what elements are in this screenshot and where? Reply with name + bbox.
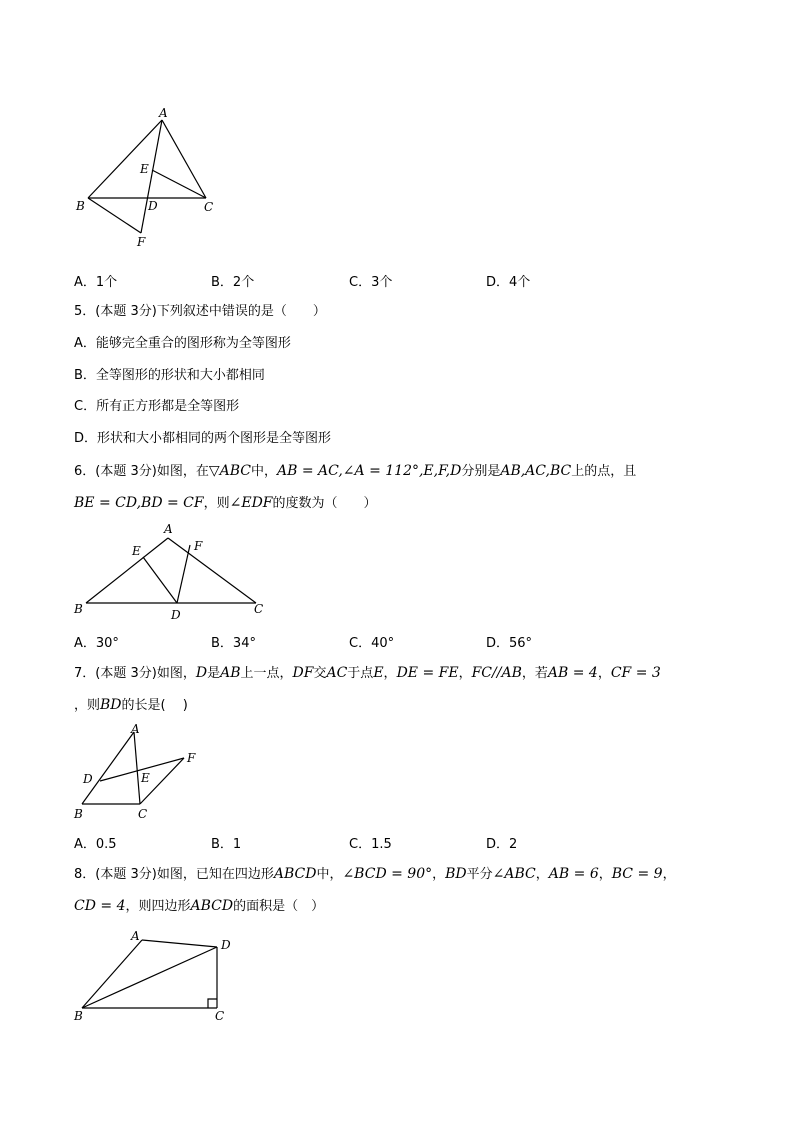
q4-label-c: C — [204, 200, 214, 214]
q5-choice-a: A．能够完全重合的图形称为全等图形 — [74, 336, 291, 351]
q6-option-b: B．34° — [211, 636, 256, 651]
q7-math-cf3: CF = 3 — [610, 665, 661, 681]
q7-label-d: D — [83, 772, 93, 786]
q7-math-ab4: AB = 4 — [547, 665, 598, 681]
q7-stem-line1 — [74, 664, 661, 683]
q7-text1: 是 — [207, 666, 221, 681]
q8-label-d: D — [221, 938, 231, 952]
q4-label-b: B — [76, 199, 85, 213]
q7-math-d: D — [195, 665, 208, 681]
q4-options — [74, 271, 634, 289]
q4-figure — [70, 100, 230, 260]
q8-text6: ， — [662, 867, 676, 882]
q6-label-d: D — [171, 608, 181, 622]
q7-text3: 交 — [313, 666, 327, 681]
q5-choice-b: B．全等图形的形状和大小都相同 — [74, 368, 265, 383]
q6-triangle-abc: ▽ABC — [208, 463, 251, 479]
q4-option-d: D．4个 — [486, 275, 531, 290]
q7-stem-suffix: 的长是( ) — [121, 698, 188, 713]
q8-text4: ， — [535, 867, 549, 882]
q7-math-ab: AB — [220, 665, 241, 681]
q5-stem: 5．(本题 3分)下列叙述中错误的是（ ） — [74, 304, 326, 319]
q6-stem-prefix: 6．(本题 3分)如图，在 — [74, 464, 209, 479]
q7-math-de-fe: DE = FE — [396, 665, 459, 681]
q4-label-a: A — [159, 106, 168, 120]
q4-option-c: C．3个 — [349, 275, 393, 290]
q7-options — [74, 833, 634, 851]
q6-equalities: BE = CD,BD = CF — [74, 495, 204, 511]
q6-condition: AB = AC,∠A = 112°,E,F,D — [276, 463, 462, 479]
q8-math-angle-abc: ∠ABC — [492, 866, 536, 882]
q8-stem-text: ，则四边形 — [125, 899, 191, 914]
q8-text5: ， — [598, 867, 612, 882]
q6-segments: AB,AC,BC — [500, 463, 572, 479]
q6-figure — [70, 520, 280, 625]
q6-label-f: F — [194, 539, 203, 553]
q7-label-f: F — [187, 751, 196, 765]
q7-math-df: DF — [292, 665, 314, 681]
q6-option-c: C．40° — [349, 636, 395, 651]
q8-label-b: B — [74, 1009, 83, 1023]
q6-label-b: B — [74, 602, 83, 616]
q6-stem-line2 — [74, 494, 377, 513]
q7-math-e: E — [373, 665, 384, 681]
q8-math-angle-bcd: ∠BCD = 90° — [342, 866, 433, 882]
q7-option-b: B．1 — [211, 837, 242, 852]
q6-stem-text: ，则 — [203, 496, 230, 511]
q7-text7: ，若 — [521, 666, 548, 681]
q7-label-a: A — [131, 722, 140, 736]
q7-label-b: B — [74, 807, 83, 821]
q8-math-bd: BD — [445, 866, 467, 882]
q7-math-bd: BD — [100, 697, 122, 713]
q7-option-c: C．1.5 — [349, 837, 392, 852]
q7-stem-prefix: 7．(本题 3分)如图， — [74, 666, 196, 681]
q6-stem-text2: 分别是 — [461, 464, 501, 479]
q8-stem-suffix: 的面积是（ ） — [233, 899, 325, 914]
q6-label-c: C — [254, 602, 264, 616]
q4-label-d: D — [148, 199, 158, 213]
q7-text4: 于点 — [347, 666, 374, 681]
q5-choice-d: D．形状和大小都相同的两个图形是全等图形 — [74, 431, 332, 446]
q7-option-d: D．2 — [486, 837, 518, 852]
q7-option-a: A．0.5 — [74, 837, 117, 852]
q7-label-c: C — [138, 807, 148, 821]
q4-label-f: F — [137, 235, 146, 249]
q8-math-bc9: BC = 9 — [611, 866, 663, 882]
q8-stem-line1 — [74, 865, 676, 884]
q7-label-e: E — [141, 771, 150, 785]
q6-stem-suffix2: 的度数为（ ） — [272, 496, 377, 511]
q8-math-abcd: ABCD — [273, 866, 317, 882]
q8-math-cd4: CD = 4 — [74, 898, 126, 914]
q7-stem-prefix2: ，则 — [74, 698, 101, 713]
q8-math-abcd2: ABCD — [190, 898, 234, 914]
q8-stem-line2 — [74, 897, 324, 916]
q8-text2: ， — [432, 867, 446, 882]
q4-option-a: A．1个 — [74, 275, 118, 290]
q8-label-a: A — [131, 929, 140, 943]
q8-figure — [70, 922, 240, 1027]
q7-text2: 上一点， — [240, 666, 293, 681]
q6-label-a: A — [164, 522, 173, 536]
q7-text8: ， — [597, 666, 611, 681]
q8-label-c: C — [215, 1009, 225, 1023]
q7-math-ac: AC — [326, 665, 348, 681]
q6-label-e: E — [132, 544, 141, 558]
q8-text3: 平分 — [466, 867, 493, 882]
q6-stem-mid: 中， — [250, 464, 277, 479]
q8-stem-prefix: 8．(本题 3分)如图，已知在四边形 — [74, 867, 274, 882]
q6-angle-edf: ∠EDF — [229, 495, 273, 511]
q6-option-d: D．56° — [486, 636, 533, 651]
q6-options — [74, 632, 634, 650]
q7-math-fc-ab: FC//AB — [471, 665, 522, 681]
q7-stem-line2 — [74, 696, 188, 715]
q6-stem-line1 — [74, 462, 636, 481]
q6-option-a: A．30° — [74, 636, 119, 651]
q8-math-ab6: AB = 6 — [548, 866, 599, 882]
q7-figure — [70, 720, 210, 825]
q4-label-e: E — [140, 162, 149, 176]
q8-text1: 中， — [316, 867, 343, 882]
q4-option-b: B．2个 — [211, 275, 255, 290]
q7-text5: ， — [383, 666, 397, 681]
q7-text6: ， — [458, 666, 472, 681]
q6-stem-suffix: 上的点，且 — [571, 464, 637, 479]
q5-choice-c: C．所有正方形都是全等图形 — [74, 399, 240, 414]
